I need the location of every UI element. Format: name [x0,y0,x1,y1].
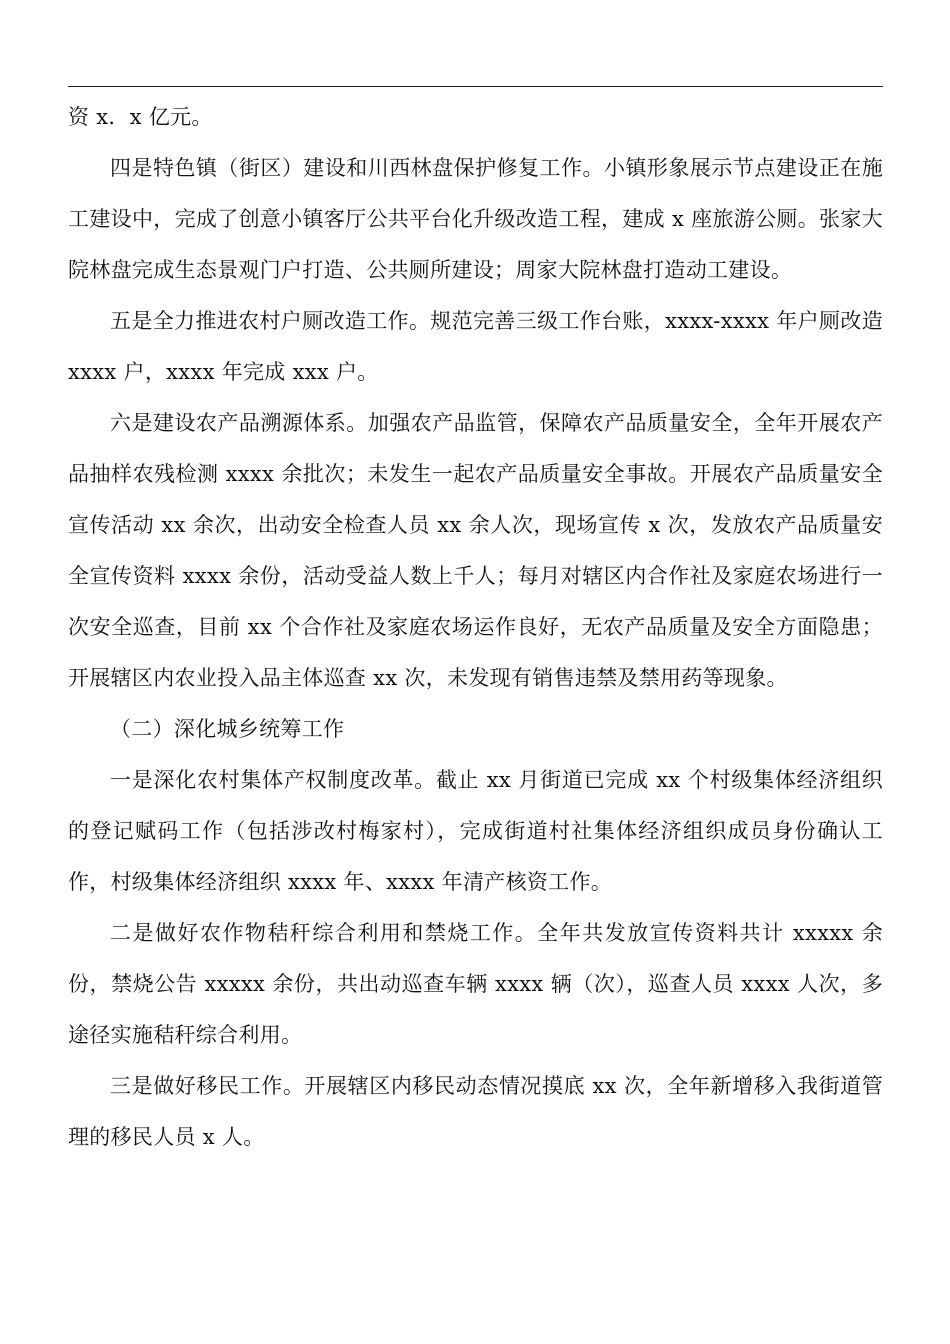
paragraph-migrant-work: 三是做好移民工作。开展辖区内移民动态情况摸底 xx 次，全年新增移入我街道管理的移民人员 x 人。 [68,1074,883,1149]
paragraph-straw-utilization: 二是做好农作物秸秆综合利用和禁烧工作。全年共发放宣传资料共计 xxxxx 余份，禁烧公告 xxxxx 余份，共出动巡查车辆 xxxx 辆（次），巡查人员 xxxx 人次，多途径实施秸秆综合利用。 [68,921,883,1047]
paragraph-product-traceability: 六是建设农产品溯源体系。加强农产品监管，保障农产品质量安全，全年开展农产品抽样农残检测 xxxx 余批次；未发生一起农产品质量安全事故。开展农产品质量安全宣传活动 xx 余次，出动安全检查人员 xx 余人次，现场宣传 x 次，发放农产品质量安全宣传资料 xxxx 余份，活动受益人数上千人；每月对辖区内合作社及家庭农场进行一次安全巡查，目前 xx 个合作社及家庭农场运作良好，无农产品质量及安全方面隐患；开展辖区内农业投入品主体巡查 xx 次，未发现有销售违禁及禁用药等现象。 [68,411,883,690]
paragraph-continuation: 资 x．x 亿元。 [68,105,213,129]
paragraph-property-reform: 一是深化农村集体产权制度改革。截止 xx 月街道已完成 xx 个村级集体经济组织的登记赋码工作（包括涉改村梅家村），完成街道村社集体经济组织成员身份确认工作，村级集体经济组织 xxxx 年、xxxx 年清产核资工作。 [68,768,883,894]
section-heading: （二）深化城乡统筹工作 [110,717,345,741]
paragraph-feature-town: 四是特色镇（街区）建设和川西林盘保护修复工作。小镇形象展示节点建设正在施工建设中，完成了创意小镇客厅公共平台化升级改造工程，建成 x 座旅游公厕。张家大院林盘完成生态景观门户打造、公共厕所建设；周家大院林盘打造动工建设。 [68,156,883,282]
document-body [68,92,883,1163]
header-rule [68,86,883,87]
paragraph-toilet-renovation: 五是全力推进农村户厕改造工作。规范完善三级工作台账，xxxx-xxxx 年户厕改造 xxxx 户，xxxx 年完成 xxx 户。 [68,309,883,384]
